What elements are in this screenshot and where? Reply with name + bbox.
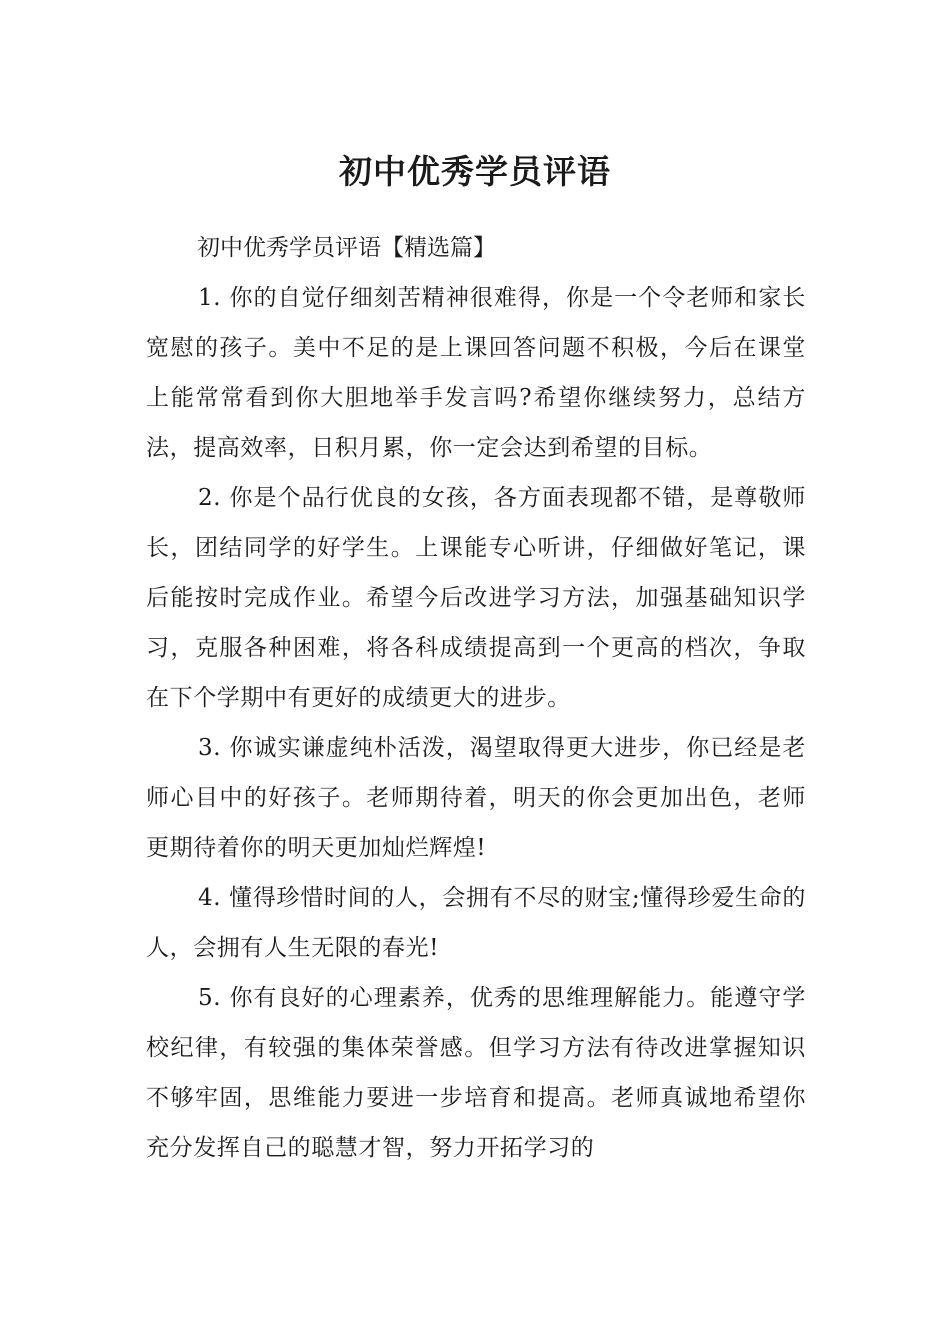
paragraph-4: 4. 懂得珍惜时间的人，会拥有不尽的财宝;懂得珍爱生命的人，会拥有人生无限的春光! — [146, 885, 806, 961]
paragraph-1: 1. 你的自觉仔细刻苦精神很难得，你是一个令老师和家长宽慰的孩子。美中不足的是上课回答问题不积极，今后在课堂上能常常看到你大胆地举手发言吗?希望你继续努力，总结方法，提高效率，日积月累，你一定会达到希望的目标。 — [146, 285, 806, 461]
paragraph-3: 3. 你诚实谦虚纯朴活泼，渴望取得更大进步，你已经是老师心目中的好孩子。老师期待着，明天的你会更加出色，老师更期待着你的明天更加灿烂辉煌! — [146, 735, 806, 861]
document-body — [146, 223, 806, 1173]
paragraph-2: 2. 你是个品行优良的女孩，各方面表现都不错，是尊敬师长，团结同学的好学生。上课能专心听讲，仔细做好笔记，课后能按时完成作业。希望今后改进学习方法，加强基础知识学习，克服各种困难，将各科成绩提高到一个更高的档次，争取在下个学期中有更好的成绩更大的进步。 — [146, 485, 806, 711]
paragraph-5: 5. 你有良好的心理素养，优秀的思维理解能力。能遵守学校纪律，有较强的集体荣誉感。但学习方法有待改进掌握知识不够牢固，思维能力要进一步培育和提高。老师真诚地希望你充分发挥自己的聪慧才智，努力开拓学习的 — [146, 985, 806, 1161]
document-title: 初中优秀学员评语 — [339, 152, 611, 192]
document-subtitle: 初中优秀学员评语【精选篇】 — [197, 235, 496, 261]
